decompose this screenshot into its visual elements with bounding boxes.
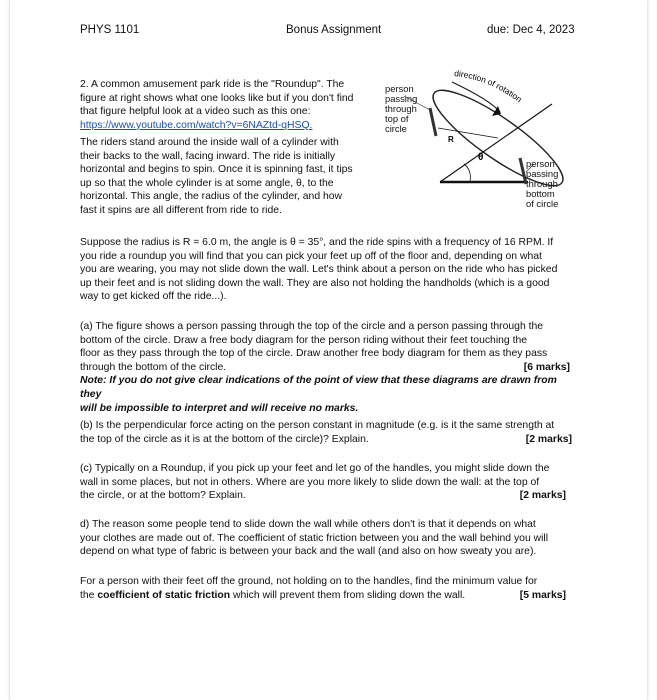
part-c-line: (c) Typically on a Roundup, if you pick up your feet and let go of the handles, you might slide down the — [80, 463, 550, 474]
suppose-line: you are wearing, you may not slide down the wall. Let's think about a person on the ride who has picked — [80, 264, 558, 276]
part-a-line: floor as they pass through the top of the circle. Draw another free body diagram for them as they pass — [80, 348, 548, 360]
angle-arc — [464, 164, 470, 182]
riders-line: up so that the whole cylinder is at some angle, θ, to the — [80, 177, 334, 189]
part-a-note: Note: If you do not give clear indications of the point of view that these diagrams are drawn from they — [80, 375, 557, 400]
suppose-line: up their feet and is not sliding down the wall. They are also not holding the handholds (which is a good — [80, 277, 550, 289]
suppose-paragraph — [80, 236, 580, 304]
part-b-marks: [2 marks] — [525, 433, 572, 445]
radius-line — [438, 128, 498, 138]
riders-line: horizontal. This angle, the radius of the cylinder, and how — [80, 191, 343, 203]
top-person-label: person passing through top of circle — [385, 83, 418, 134]
riders-line: The riders stand around the inside wall of a cylinder with — [80, 137, 339, 148]
part-a-marks: [6 marks] — [523, 361, 570, 373]
radius-symbol: R — [448, 135, 454, 144]
part-b-line: the top of the circle as it is at the bottom of the circle)? Explain. — [80, 433, 369, 445]
part-a-line: (a) The figure shows a person passing through the top of the circle and a person passing through the — [80, 321, 544, 332]
top-pointer-line — [404, 96, 430, 110]
static-friction-term: coefficient of static friction — [97, 589, 231, 601]
bottom-pointer-line — [526, 164, 534, 172]
part-c-line: the circle, or at the bottom? Explain. — [80, 490, 246, 502]
intro-line: figure at right shows what one looks like but if you don't find — [80, 92, 354, 104]
final-marks: [5 marks] — [519, 589, 566, 601]
tilted-axis — [440, 104, 552, 182]
roundup-diagram — [370, 60, 570, 200]
rotation-label: direction of rotation — [453, 68, 524, 105]
angle-symbol: θ — [478, 152, 484, 163]
top-person-icon — [430, 108, 436, 136]
course-code: PHYS 1101 — [80, 24, 140, 36]
assignment-title: Bonus Assignment — [286, 24, 382, 36]
video-link[interactable]: https://www.youtube.com/watch?v=6NAZtd-qHSQ. — [80, 119, 313, 131]
final-question: For a person with their feet off the ground, not holding on to the handles, find the minimum value for the coefficient of static friction which will prevent them from sliding down the wall. [5 marks] — [80, 576, 566, 601]
riders-line: their backs to the wall, facing inward. The ride is initially — [80, 150, 336, 162]
part-d-line: depend on what type of fabric is between your back and the wall (and also on how sweaty you are). — [80, 546, 537, 558]
part-c-line: wall in some places, but not in others. Where are you more likely to slide down the wall: at the top of — [80, 476, 540, 488]
intro-line: that figure helpful look at a video such as this one: — [80, 106, 311, 118]
suppose-line: Suppose the radius is R = 6.0 m, the angle is θ = 35°, and the ride spins with a frequency of 16 RPM. If — [80, 237, 554, 248]
part-d-line: your clothes are made out of. The coefficient of static friction between you and the wall behind you will — [80, 532, 549, 544]
due-date: due: Dec 4, 2023 — [487, 24, 575, 36]
part-c-marks: [2 marks] — [519, 490, 566, 502]
riders-paragraph — [80, 136, 380, 218]
part-d-line: d) The reason some people tend to slide down the wall while others don't is that it depends on what — [80, 519, 536, 530]
part-c — [80, 462, 566, 503]
intro-line: 2. A common amusement park ride is the "Roundup". The — [80, 79, 345, 90]
part-a-note: will be impossible to interpret and will receive no marks. — [80, 402, 359, 414]
part-a — [80, 320, 570, 415]
riders-line: fast it spins are all different from ride to ride. — [80, 204, 282, 216]
part-b-line: (b) Is the perpendicular force acting on the person constant in magnitude (e.g. is it the same strength at — [80, 420, 555, 431]
intro-paragraph — [80, 78, 380, 132]
bottom-person-icon — [520, 158, 526, 184]
part-d — [80, 518, 580, 559]
suppose-line: you ride a roundup you will find that you can pick your feet up off of the floor and, depending on what — [80, 250, 542, 262]
suppose-line: way to get kicked off the ride...). — [80, 291, 227, 303]
bottom-person-label: person passing through bottom of circle — [526, 158, 559, 209]
part-a-line: through the bottom of the circle. — [80, 361, 227, 373]
part-b — [80, 419, 572, 446]
riders-line: horizontal and begins to spin. Once it is spinning fast, it tips — [80, 164, 353, 176]
final-line: For a person with their feet off the ground, not holding on to the handles, find the minimum value for — [80, 576, 538, 587]
part-a-line: bottom of the circle. Draw a free body diagram for the person riding without their feet touching the — [80, 334, 528, 346]
